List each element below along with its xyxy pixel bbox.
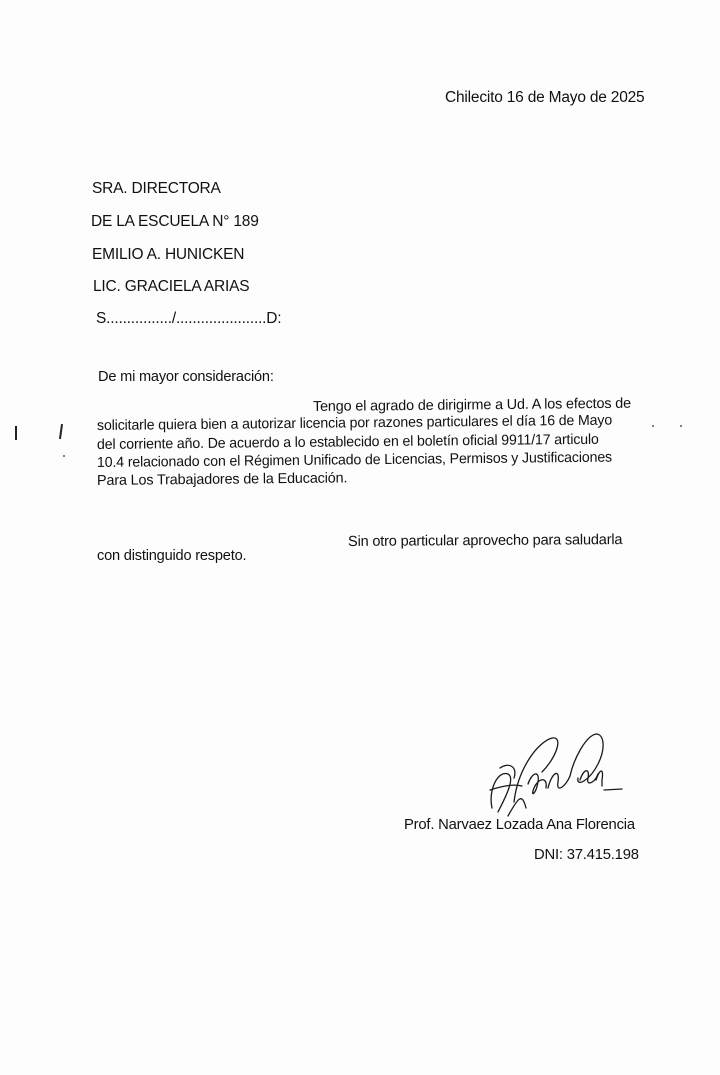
body-line-3: del corriente año. De acuerdo a lo establecido en el boletín oficial 9911/17 articulo: [96, 431, 599, 453]
closing-line-1: Sin otro particular aprovecho para saludarla: [347, 532, 623, 550]
recipient-line-1: SRA. DIRECTORA: [92, 180, 221, 197]
closing-line-2: con distinguido respeto.: [97, 548, 247, 564]
scan-speck: [652, 425, 654, 427]
handwritten-signature: [478, 728, 628, 820]
recipient-line-5: S................/......................D:: [96, 310, 282, 327]
signer-name: Prof. Narvaez Lozada Ana Florencia: [404, 817, 635, 833]
scan-speck: [680, 425, 682, 427]
salutation: De mi mayor consideración:: [98, 369, 274, 385]
body-line-4: 10.4 relacionado con el Régimen Unificado de Licencias, Permisos y Justificaciones: [96, 449, 613, 471]
recipient-line-3: EMILIO A. HUNICKEN: [92, 246, 245, 263]
body-line-2: solicitarle quiera bien a autorizar licencia por razones particulares el día 16 de Mayo: [96, 412, 613, 434]
scan-mark-right: [59, 424, 63, 439]
signer-dni: DNI: 37.415.198: [534, 847, 639, 863]
scan-speck: [63, 455, 65, 457]
body-line-1: Tengo el agrado de dirigirme a Ud. A los efectos de: [312, 395, 631, 415]
scan-mark-left: [15, 426, 17, 440]
place-date: Chilecito 16 de Mayo de 2025: [445, 89, 645, 106]
body-line-5: Para Los Trabajadores de la Educación.: [96, 470, 348, 489]
recipient-line-4: LIC. GRACIELA ARIAS: [93, 278, 250, 295]
recipient-line-2: DE LA ESCUELA N° 189: [91, 213, 259, 230]
